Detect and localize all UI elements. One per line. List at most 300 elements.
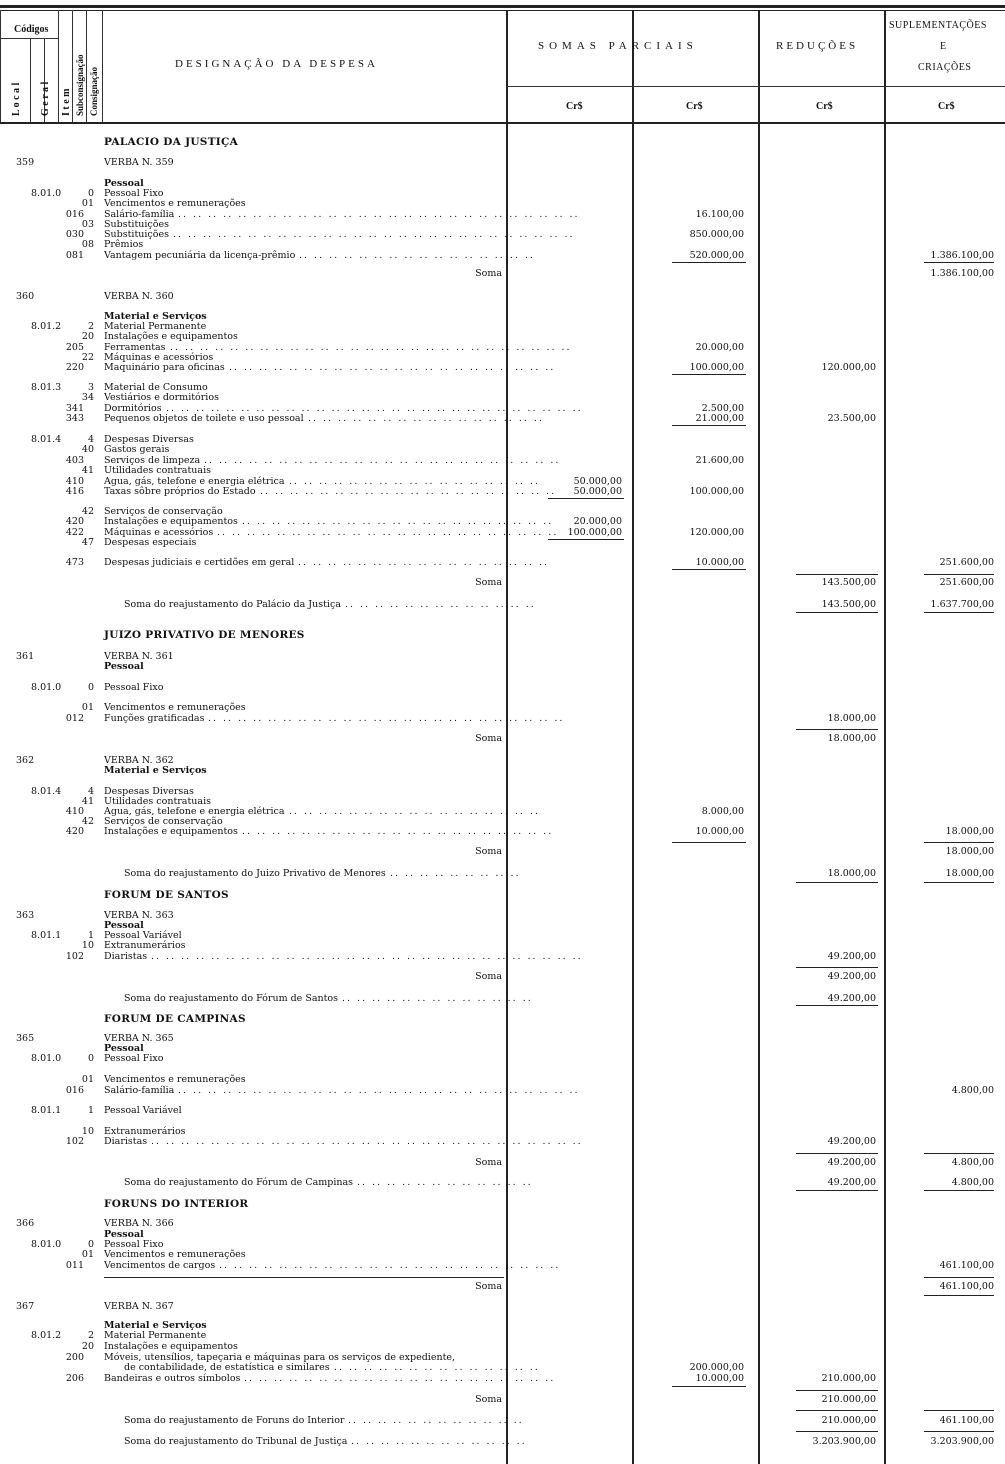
table-row bbox=[0, 1301, 1005, 1313]
currency-reducoes: Cr$ bbox=[816, 101, 833, 112]
item-code: 4 bbox=[87, 786, 94, 797]
row-description: Diaristas bbox=[104, 951, 148, 962]
col-sep-left bbox=[0, 10, 1, 122]
table-row bbox=[0, 1085, 1005, 1097]
suplementacoes-value: 251.600,00 bbox=[939, 577, 994, 588]
geral-code: 8.01.1 bbox=[31, 1105, 62, 1116]
col-sep-desc bbox=[102, 10, 103, 122]
row-description: Material e Serviços bbox=[104, 1320, 207, 1331]
row-description: Serviços de conservação bbox=[104, 506, 223, 517]
row-description: Material Permanente bbox=[104, 1330, 207, 1341]
item-code: 42 bbox=[81, 506, 94, 517]
somas-parciais-value-2: 16.100,00 bbox=[695, 209, 744, 220]
leader-dots: .. .. .. .. .. .. .. .. .. .. .. .. .. bbox=[342, 993, 533, 1004]
subconsignacao-code: 102 bbox=[65, 1136, 84, 1147]
designacao-label: DESIGNAÇÃO DA DESPESA bbox=[175, 58, 378, 70]
row-description: VERBA N. 366 bbox=[104, 1218, 174, 1229]
item-code: 0 bbox=[87, 682, 94, 693]
item-code: 1 bbox=[87, 930, 94, 941]
row-description: Instalações e equipamentos bbox=[104, 516, 238, 527]
local-code: 366 bbox=[16, 1218, 35, 1229]
reducoes-value: 18.000,00 bbox=[827, 713, 876, 724]
item-code: 4 bbox=[87, 434, 94, 445]
row-description: VERBA N. 361 bbox=[104, 651, 174, 662]
leader-dots: .. .. .. .. .. .. .. .. .. .. .. .. .. .. .. .. bbox=[308, 413, 544, 424]
row-description: Salário-família bbox=[104, 209, 175, 220]
leader-dots: .. .. .. .. .. .. .. .. .. .. .. .. .. .. .. .. .. .. .. .. .. .. .. bbox=[219, 1260, 561, 1271]
row-description: Vestiários e dormitórios bbox=[104, 392, 219, 403]
codigos-label: Códigos bbox=[14, 24, 49, 35]
criacoes-label: CRIAÇÕES bbox=[918, 62, 972, 73]
suplementacoes-value: 18.000,00 bbox=[945, 846, 994, 857]
row-description: Taxas sôbre próprios do Estado bbox=[104, 486, 256, 497]
somas-parciais-value-2: 100.000,00 bbox=[689, 486, 744, 497]
sum-rule bbox=[924, 1410, 994, 1411]
row-description: Ferramentas bbox=[104, 342, 166, 353]
somas-parciais-value-2: 10.000,00 bbox=[695, 557, 744, 568]
row-description: VERBA N. 362 bbox=[104, 755, 174, 766]
table-row bbox=[0, 1177, 1005, 1189]
row-description: Pessoal Fixo bbox=[104, 682, 164, 693]
table-row bbox=[0, 713, 1005, 725]
subconsignacao-code: 410 bbox=[65, 806, 84, 817]
somas-parciais-value-2: 8.000,00 bbox=[701, 806, 744, 817]
soma-label: Soma bbox=[475, 846, 502, 857]
reducoes-value: 18.000,00 bbox=[827, 868, 876, 879]
item-code: 10 bbox=[81, 1126, 94, 1137]
leader-dots: .. .. .. .. .. .. .. .. .. .. .. .. .. .. .. .. .. .. .. .. .. .. .. .. .. .. .. .. .. bbox=[151, 951, 583, 962]
item-code: 3 bbox=[87, 382, 94, 393]
sum-rule bbox=[548, 539, 624, 540]
table-row bbox=[0, 889, 1005, 901]
subconsignacao-code: 016 bbox=[65, 1085, 84, 1096]
leader-dots: .. .. .. .. .. .. .. .. .. .. .. .. .. .. .. .. .. .. .. .. bbox=[260, 486, 557, 497]
header-top-rule bbox=[0, 5, 1005, 8]
suplementacoes-label: SUPLEMENTAÇÕES bbox=[889, 20, 987, 31]
row-description: VERBA N. 367 bbox=[104, 1301, 174, 1312]
row-description: Pessoal bbox=[104, 661, 144, 672]
item-code: 1 bbox=[87, 1105, 94, 1116]
somas-parciais-value-1: 50.000,00 bbox=[573, 476, 622, 487]
row-description: Móveis, utensílios, tapeçaria e máquinas para os serviços de expediente, bbox=[104, 1352, 456, 1363]
soma-label: Soma bbox=[475, 577, 502, 588]
table-row bbox=[0, 1415, 1005, 1427]
item-code: 10 bbox=[81, 940, 94, 951]
subconsignacao-code: 205 bbox=[65, 342, 84, 353]
table-row bbox=[0, 486, 1005, 498]
somas-parciais-value-2: 120.000,00 bbox=[689, 527, 744, 538]
leader-dots: .. .. .. .. .. .. .. .. .. .. .. .. .. .. .. .. .. .. .. .. .. .. .. .. .. .. .. bbox=[178, 209, 580, 220]
row-description: Pessoal bbox=[104, 1229, 144, 1240]
table-row bbox=[0, 682, 1005, 694]
item-code: 20 bbox=[81, 1341, 94, 1352]
subconsignacao-code: 410 bbox=[65, 476, 84, 487]
reducoes-value: 18.000,00 bbox=[827, 733, 876, 744]
table-row bbox=[0, 1394, 1005, 1406]
leader-dots: .. .. .. .. .. .. .. .. .. .. .. .. .. .. .. .. .. .. .. .. .. .. .. .. .. .. .. .. .. bbox=[151, 1136, 583, 1147]
table-row bbox=[0, 1436, 1005, 1448]
row-description: VERBA N. 365 bbox=[104, 1033, 174, 1044]
row-description: Instalações e equipamentos bbox=[104, 331, 238, 342]
subconsignacao-code: 081 bbox=[65, 250, 84, 261]
row-description: Material de Consumo bbox=[104, 382, 208, 393]
table-row bbox=[0, 599, 1005, 611]
subconsignacao-code: 341 bbox=[65, 403, 84, 414]
subconsignacao-code: 420 bbox=[65, 826, 84, 837]
row-description: JUIZO PRIVATIVO DE MENORES bbox=[104, 629, 305, 641]
geral-code: 8.01.2 bbox=[31, 321, 62, 332]
subconsignacao-code: 473 bbox=[65, 557, 84, 568]
subconsignacao-code: 416 bbox=[65, 486, 84, 497]
row-description: Vencimentos e remunerações bbox=[104, 198, 246, 209]
row-description: Extranumerários bbox=[104, 1126, 186, 1137]
row-description: Utilidades contratuais bbox=[104, 465, 211, 476]
item-code: 20 bbox=[81, 331, 94, 342]
subconsignacao-code: 011 bbox=[65, 1260, 84, 1271]
suplementacoes-value: 1.637.700,00 bbox=[930, 599, 994, 610]
row-description: FORUNS DO INTERIOR bbox=[104, 1198, 249, 1210]
table-row bbox=[0, 1136, 1005, 1148]
row-description: FORUM DE CAMPINAS bbox=[104, 1013, 246, 1025]
somas-parciais-value-2: 10.000,00 bbox=[695, 1373, 744, 1384]
table-row bbox=[0, 629, 1005, 641]
table-row bbox=[0, 268, 1005, 280]
leader-dots: .. .. .. .. .. .. .. .. .. .. .. .. bbox=[351, 1436, 527, 1447]
leader-dots: .. .. .. .. .. .. .. .. .. .. .. .. .. .. .. .. .. bbox=[298, 557, 549, 568]
row-description: VERBA N. 363 bbox=[104, 910, 174, 921]
reducoes-value: 49.200,00 bbox=[827, 1136, 876, 1147]
sum-rule bbox=[796, 574, 878, 575]
geral-code: 8.01.3 bbox=[31, 382, 62, 393]
sum-rule bbox=[672, 1386, 746, 1387]
subconsignacao-code: 420 bbox=[65, 516, 84, 527]
row-description: FORUM DE SANTOS bbox=[104, 889, 229, 901]
reducoes-value: 210.000,00 bbox=[821, 1415, 876, 1426]
subconsignacao-code: 102 bbox=[65, 951, 84, 962]
soma-label: Soma bbox=[475, 268, 502, 279]
item-code: 40 bbox=[81, 444, 94, 455]
reducoes-value: 49.200,00 bbox=[827, 993, 876, 1004]
leader-dots: .. .. .. .. .. .. .. .. .. .. .. .. .. .. .. .. .. .. .. .. .. bbox=[242, 826, 554, 837]
leader-dots: .. .. .. .. .. .. .. .. .. .. .. .. .. .. .. .. .. .. .. .. .. bbox=[244, 1373, 556, 1384]
item-code: 34 bbox=[81, 392, 94, 403]
table-row bbox=[0, 1105, 1005, 1117]
somas-parciais-value-2: 100.000,00 bbox=[689, 362, 744, 373]
reducoes-value: 143.500,00 bbox=[821, 577, 876, 588]
table-row bbox=[0, 765, 1005, 777]
sum-rule bbox=[672, 374, 746, 375]
row-description: Instalações e equipamentos bbox=[104, 1341, 238, 1352]
table-row bbox=[0, 1053, 1005, 1065]
geral-code: 8.01.2 bbox=[31, 1330, 62, 1341]
row-description: Soma do reajustamento do Palácio da Justiça bbox=[124, 599, 341, 610]
leader-dots: .. .. .. .. .. .. .. .. .. .. .. .. .. .. .. .. .. .. .. .. .. .. .. .. .. .. .. bbox=[170, 342, 572, 353]
sum-rule bbox=[924, 882, 994, 883]
col-sep-local bbox=[30, 38, 31, 122]
row-description: Substituições bbox=[104, 229, 169, 240]
reducoes-value: 49.200,00 bbox=[827, 951, 876, 962]
item-code: 03 bbox=[81, 219, 94, 230]
geral-code: 8.01.1 bbox=[31, 930, 62, 941]
somas-parciais-value-2: 200.000,00 bbox=[689, 1362, 744, 1373]
row-description: Despesas Diversas bbox=[104, 786, 194, 797]
subconsignacao-code: 422 bbox=[65, 527, 84, 538]
subconsignacao-code: 343 bbox=[65, 413, 84, 424]
row-description: Maquinário para oficinas bbox=[104, 362, 225, 373]
row-description: Vencimentos e remunerações bbox=[104, 702, 246, 713]
item-code: 08 bbox=[81, 239, 94, 250]
sum-rule bbox=[924, 1295, 994, 1296]
item-code: 01 bbox=[81, 1074, 94, 1085]
item-code: 41 bbox=[81, 465, 94, 476]
row-description: Gastos gerais bbox=[104, 444, 170, 455]
subconsignacao-code: 200 bbox=[65, 1352, 84, 1363]
somas-parciais-value-2: 2.500,00 bbox=[701, 403, 744, 414]
row-description: Agua, gás, telefone e energia elétrica bbox=[104, 806, 285, 817]
sum-rule bbox=[672, 842, 746, 843]
subconsignacao-code: 403 bbox=[65, 455, 84, 466]
leader-dots: .. .. .. .. .. .. .. .. .. .. .. .. bbox=[348, 1415, 524, 1426]
row-description: Soma do reajustamento de Foruns do Interior bbox=[124, 1415, 345, 1426]
suplementacoes-value: 251.600,00 bbox=[939, 557, 994, 568]
row-description: Vencimentos e remunerações bbox=[104, 1249, 246, 1260]
row-description: Pessoal Fixo bbox=[104, 188, 164, 199]
row-description: Funções gratificadas bbox=[104, 713, 205, 724]
leader-dots: .. .. .. .. .. .. .. .. .. .. .. .. .. .. bbox=[334, 1362, 540, 1373]
somas-parciais-value-2: 850.000,00 bbox=[689, 229, 744, 240]
item-code: 22 bbox=[81, 352, 94, 363]
sum-rule bbox=[796, 1190, 878, 1191]
table-row bbox=[0, 1260, 1005, 1272]
local-code: 360 bbox=[16, 291, 35, 302]
row-description: Soma do reajustamento do Tribunal de Justiça bbox=[124, 1436, 348, 1447]
row-description: Agua, gás, telefone e energia elétrica bbox=[104, 476, 285, 487]
table-row bbox=[0, 971, 1005, 983]
header-bottom-rule bbox=[0, 122, 1005, 124]
item-code: 42 bbox=[81, 816, 94, 827]
local-code: 363 bbox=[16, 910, 35, 921]
somas-parciais-value-1: 20.000,00 bbox=[573, 516, 622, 527]
item-code: 2 bbox=[87, 321, 94, 332]
table-row bbox=[0, 362, 1005, 374]
item-code: 01 bbox=[81, 702, 94, 713]
geral-code: 8.01.0 bbox=[31, 188, 62, 199]
row-description: VERBA N. 359 bbox=[104, 157, 174, 168]
row-description: VERBA N. 360 bbox=[104, 291, 174, 302]
leader-dots: .. .. .. .. .. .. .. .. .. .. .. .. .. .. .. .. .. .. .. .. .. .. .. .. .. .. .. .. bbox=[166, 403, 583, 414]
local-code: 362 bbox=[16, 755, 35, 766]
subconsignacao-code: 206 bbox=[65, 1373, 84, 1384]
sum-rule bbox=[924, 1153, 994, 1154]
sum-rule bbox=[924, 842, 994, 843]
row-description: Pessoal Variável bbox=[104, 1105, 182, 1116]
reducoes-label: REDUÇÕES bbox=[776, 40, 859, 52]
suplementacoes-value: 18.000,00 bbox=[945, 826, 994, 837]
currency-suplementacoes: Cr$ bbox=[938, 101, 955, 112]
col-sep-cons bbox=[86, 10, 87, 122]
row-description: Pessoal Fixo bbox=[104, 1239, 164, 1250]
soma-label: Soma bbox=[475, 1394, 502, 1405]
item-code: 0 bbox=[87, 1239, 94, 1250]
soma-label: Soma bbox=[475, 971, 502, 982]
sum-rule bbox=[924, 1277, 994, 1278]
sum-rule bbox=[672, 262, 746, 263]
currency-somas-2: Cr$ bbox=[686, 101, 703, 112]
leader-dots: .. .. .. .. .. .. .. .. .. .. .. .. .. .. .. .. bbox=[299, 250, 535, 261]
row-description: Despesas judiciais e certidões em geral bbox=[104, 557, 295, 568]
item-code: 01 bbox=[81, 198, 94, 209]
leader-dots: .. .. .. .. .. .. .. .. .. .. .. .. .. bbox=[345, 599, 536, 610]
somas-parciais-value-2: 520.000,00 bbox=[689, 250, 744, 261]
sum-rule bbox=[924, 1431, 994, 1432]
row-description: Prêmios bbox=[104, 239, 144, 250]
codigos-rule bbox=[0, 38, 58, 39]
row-description: Pessoal Fixo bbox=[104, 1053, 164, 1064]
table-row bbox=[0, 1013, 1005, 1025]
somas-parciais-value-2: 21.000,00 bbox=[695, 413, 744, 424]
leader-dots: .. .. .. .. .. .. .. .. .. bbox=[390, 868, 521, 879]
row-description: Pessoal bbox=[104, 1043, 144, 1054]
reducoes-value: 49.200,00 bbox=[827, 1157, 876, 1168]
item-code: 0 bbox=[87, 1053, 94, 1064]
geral-code: 8.01.4 bbox=[31, 434, 62, 445]
sum-rule bbox=[924, 612, 994, 613]
soma-label: Soma bbox=[475, 1157, 502, 1168]
reducoes-value: 23.500,00 bbox=[827, 413, 876, 424]
sum-rule bbox=[796, 967, 878, 968]
somas-parciais-value-1: 100.000,00 bbox=[567, 527, 622, 538]
leader-dots: .. .. .. .. .. .. .. .. .. .. .. .. .. .. .. .. .. .. .. .. .. .. bbox=[229, 362, 556, 373]
col-sep-sub bbox=[72, 10, 73, 122]
suplementacoes-value: 4.800,00 bbox=[951, 1157, 994, 1168]
row-description: Pessoal Variável bbox=[104, 930, 182, 941]
leader-dots: .. .. .. .. .. .. .. .. .. .. .. .. .. .. .. .. .. .. .. .. .. .. .. .. .. .. .. bbox=[178, 1085, 580, 1096]
table-row bbox=[0, 661, 1005, 673]
row-description: PALACIO DA JUSTIÇA bbox=[104, 136, 239, 148]
subconsignacao-label: Subconsignação bbox=[75, 54, 85, 116]
suplementacoes-value: 3.203.900,00 bbox=[930, 1436, 994, 1447]
row-description: Salário-família bbox=[104, 1085, 175, 1096]
reducoes-value: 210.000,00 bbox=[821, 1373, 876, 1384]
soma-label: Soma bbox=[475, 733, 502, 744]
leader-dots: .. .. .. .. .. .. .. .. .. .. .. .. .. .. .. .. .. .. .. .. .. bbox=[242, 516, 554, 527]
table-row bbox=[0, 868, 1005, 880]
consignacao-label: Consignação bbox=[89, 66, 99, 116]
row-description: Diaristas bbox=[104, 1136, 148, 1147]
somas-parciais-value-2: 20.000,00 bbox=[695, 342, 744, 353]
leader-dots: .. .. .. .. .. .. .. .. .. .. .. .. .. .. .. .. .. .. .. .. .. .. .. .. bbox=[208, 713, 565, 724]
sum-rule bbox=[796, 1410, 878, 1411]
row-description: Vencimentos de cargos bbox=[104, 1260, 216, 1271]
sum-rule bbox=[796, 1431, 878, 1432]
sum-rule bbox=[672, 569, 746, 570]
table-row bbox=[0, 1157, 1005, 1169]
table-row bbox=[0, 157, 1005, 169]
sum-rule bbox=[796, 1390, 878, 1391]
subconsignacao-code: 220 bbox=[65, 362, 84, 373]
col-sep-item bbox=[58, 10, 59, 122]
row-description: Pessoal bbox=[104, 178, 144, 189]
reducoes-value: 120.000,00 bbox=[821, 362, 876, 373]
reducoes-value: 49.200,00 bbox=[827, 1177, 876, 1188]
subconsignacao-code: 012 bbox=[65, 713, 84, 724]
sum-rule bbox=[796, 882, 878, 883]
item-code: 41 bbox=[81, 796, 94, 807]
row-description: Pessoal bbox=[104, 920, 144, 931]
row-description: Utilidades contratuais bbox=[104, 796, 211, 807]
row-description: Dormitórios bbox=[104, 403, 162, 414]
item-code: 2 bbox=[87, 1330, 94, 1341]
table-row bbox=[0, 733, 1005, 745]
row-description: Despesas especiais bbox=[104, 537, 197, 548]
geral-label: G e r a l bbox=[40, 81, 51, 116]
sum-rule bbox=[924, 1190, 994, 1191]
header-currency-rule bbox=[506, 86, 1005, 87]
row-description: Vencimentos e remunerações bbox=[104, 1074, 246, 1085]
item-label: I t e m bbox=[61, 88, 72, 116]
somas-parciais-value-2: 21.600,00 bbox=[695, 455, 744, 466]
table-row bbox=[0, 1281, 1005, 1293]
table-row bbox=[0, 136, 1005, 148]
header-top-rule-thin bbox=[0, 10, 1005, 11]
suplementacoes-value: 1.386.100,00 bbox=[930, 268, 994, 279]
local-code: 361 bbox=[16, 651, 35, 662]
leader-dots: .. .. .. .. .. .. .. .. .. .. .. .. bbox=[357, 1177, 533, 1188]
subconsignacao-code: 016 bbox=[65, 209, 84, 220]
row-description: Serviços de conservação bbox=[104, 816, 223, 827]
sum-rule bbox=[796, 1005, 878, 1006]
suplementacoes-value: 461.100,00 bbox=[939, 1415, 994, 1426]
table-row bbox=[0, 537, 1005, 549]
table-row bbox=[0, 413, 1005, 425]
table-row bbox=[0, 1198, 1005, 1210]
reducoes-value: 3.203.900,00 bbox=[812, 1436, 876, 1447]
sum-rule bbox=[796, 1153, 878, 1154]
leader-dots: .. .. .. .. .. .. .. .. .. .. .. .. .. .. .. .. .. bbox=[289, 476, 540, 487]
sum-rule bbox=[796, 612, 878, 613]
sum-rule bbox=[924, 574, 994, 575]
suplementacoes-value: 1.386.100,00 bbox=[930, 250, 994, 261]
table-row bbox=[0, 577, 1005, 589]
currency-somas-1: Cr$ bbox=[566, 101, 583, 112]
sum-rule bbox=[796, 729, 878, 730]
sum-rule bbox=[104, 1277, 504, 1278]
reducoes-value: 143.500,00 bbox=[821, 599, 876, 610]
table-row bbox=[0, 250, 1005, 262]
table-row bbox=[0, 951, 1005, 963]
row-description: Substituições bbox=[104, 219, 169, 230]
row-description: Material e Serviços bbox=[104, 311, 207, 322]
suplementacoes-value: 4.800,00 bbox=[951, 1085, 994, 1096]
row-description: Soma do reajustamento do Fórum de Campinas bbox=[124, 1177, 354, 1188]
leader-dots: .. .. .. .. .. .. .. .. .. .. .. .. .. .. .. .. .. .. .. .. .. .. .. bbox=[217, 527, 559, 538]
local-code: 365 bbox=[16, 1033, 35, 1044]
sum-rule bbox=[548, 498, 624, 499]
row-description: Soma do reajustamento do Juizo Privativo de Menores bbox=[124, 868, 386, 879]
item-code: 0 bbox=[87, 188, 94, 199]
row-description: Serviços de limpeza bbox=[104, 455, 201, 466]
item-code: 47 bbox=[81, 537, 94, 548]
somas-parciais-value-1: 50.000,00 bbox=[573, 486, 622, 497]
row-description: Pequenos objetos de toilete e uso pessoal bbox=[104, 413, 304, 424]
table-row bbox=[0, 291, 1005, 303]
table-row bbox=[0, 993, 1005, 1005]
somas-parciais-value-2: 10.000,00 bbox=[695, 826, 744, 837]
row-description: Máquinas e acessórios bbox=[104, 352, 214, 363]
row-description: Máquinas e acessórios bbox=[104, 527, 214, 538]
reducoes-value: 210.000,00 bbox=[821, 1394, 876, 1405]
subconsignacao-code: 030 bbox=[65, 229, 84, 240]
